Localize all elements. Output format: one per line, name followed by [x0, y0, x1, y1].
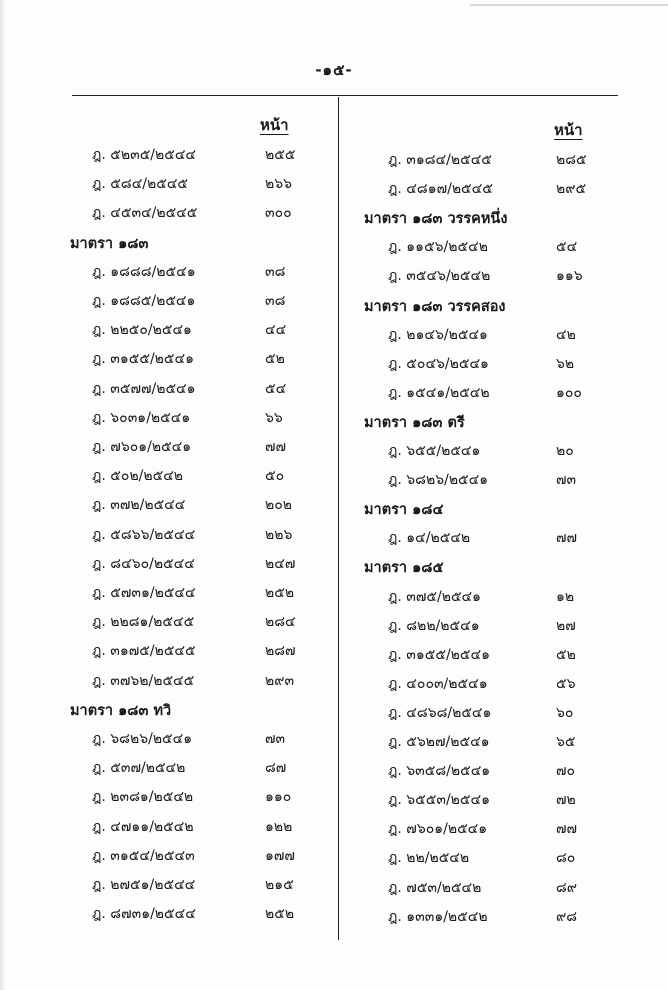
case-number: ฎ. ๓๑๘๔/๒๕๔๕ — [388, 152, 492, 168]
case-number: ฎ. ๖๕๕๓/๒๕๔๑ — [388, 792, 490, 809]
case-number: ฎ. ๕๓๗/๒๕๔๒ — [92, 760, 186, 777]
section-title: มาตรา ๑๘๓ วรรคหนึ่ง — [364, 211, 508, 228]
index-entry — [0, 319, 336, 341]
page-ref: ๒๑๕ — [265, 877, 294, 893]
page-ref: ๗๓ — [265, 731, 286, 747]
index-entry — [0, 553, 336, 575]
index-entry — [0, 845, 336, 867]
case-number: ฎ. ๑๑๕๖/๒๕๔๒ — [388, 239, 488, 256]
page-ref: ๑๒๒ — [265, 818, 293, 835]
case-number: ฎ. ๕๘๔/๒๕๔๕ — [92, 176, 189, 193]
case-number: ฎ. ๓๑๕๕/๒๕๔๑ — [388, 646, 490, 663]
case-number: ฎ. ๓๗๒/๒๕๔๔ — [92, 497, 186, 514]
case-number: ฎ. ๓๑๕๔/๒๕๔๓ — [92, 847, 195, 864]
page-ref: ๗๐ — [556, 763, 576, 780]
index-entry — [0, 728, 336, 750]
index-entry — [0, 465, 336, 487]
case-number: ฎ. ๒๑๔๖/๒๕๔๑ — [388, 326, 488, 343]
page-ref: ๗๗ — [556, 530, 578, 547]
case-number: ฎ. ๕๒๓๕/๒๕๔๔ — [92, 147, 197, 163]
index-entry — [0, 874, 336, 896]
section-heading — [0, 232, 336, 254]
case-number: ฎ. ๓๕๔๖/๒๕๔๒ — [388, 268, 491, 285]
section-title: มาตรา ๑๘๕ — [364, 560, 444, 577]
index-entry — [0, 144, 336, 166]
page-ref: ๘๙ — [556, 879, 578, 896]
case-number: ฎ. ๗๖๐๑/๒๕๔๑ — [92, 439, 192, 455]
page-ref: ๒๙๓ — [265, 672, 295, 689]
section-heading — [340, 295, 668, 317]
index-entry — [340, 731, 668, 753]
page-ref: ๔๔ — [265, 322, 287, 339]
page-ref: ๑๒ — [556, 588, 575, 605]
page-ref: ๒๘๗ — [265, 643, 296, 660]
page-ref: ๒๕๒ — [265, 585, 295, 601]
index-entry — [0, 202, 336, 224]
index-entry — [0, 173, 336, 195]
page-ref: ๒๐๒ — [265, 497, 293, 514]
index-entry — [0, 524, 336, 546]
index-entry — [340, 324, 668, 346]
case-number: ฎ. ๖๘๒๖/๒๕๔๑ — [92, 731, 193, 747]
case-number: ฎ. ๓๕๗๗/๒๕๔๑ — [92, 380, 196, 397]
case-number: ฎ. ๖๓๕๘/๒๕๔๑ — [388, 763, 491, 780]
case-number: ฎ. ๖๘๒๖/๒๕๔๑ — [388, 472, 489, 489]
index-entry — [340, 469, 668, 491]
case-number: ฎ. ๖๕๕/๒๕๔๑ — [388, 443, 481, 459]
case-number: ฎ. ๒๒๕๐/๒๕๔๑ — [92, 322, 192, 339]
case-number: ฎ. ๕๖๒๗/๒๕๔๑ — [388, 734, 490, 750]
section-title: มาตรา ๑๘๓ วรรคสอง — [364, 298, 506, 315]
page-ref: ๗๒ — [556, 792, 576, 809]
index-entry — [0, 494, 336, 516]
index-entry — [0, 290, 336, 312]
page-ref: ๒๘๔ — [265, 614, 296, 631]
page-number: -๑๕- — [315, 61, 353, 79]
section-heading — [0, 699, 336, 721]
index-entry — [0, 582, 336, 604]
case-number: ฎ. ๔๘๖๘/๒๕๔๑ — [388, 704, 492, 721]
index-entry — [340, 644, 668, 666]
index-entry — [340, 527, 668, 549]
page-ref: ๗๓ — [556, 472, 577, 489]
page-ref: ๖๒ — [556, 355, 575, 372]
case-number: ฎ. ๓๑๕๕/๒๕๔๑ — [92, 351, 194, 368]
page-ref: ๒๒๖ — [265, 526, 293, 543]
section-title: มาตรา ๑๘๓ ทวิ — [70, 702, 172, 719]
index-entry — [340, 440, 668, 462]
section-heading — [340, 411, 668, 433]
case-number: ฎ. ๓๑๗๕/๒๕๔๕ — [92, 643, 196, 660]
index-entry — [0, 786, 336, 808]
page-ref: ๑๑๖ — [556, 268, 583, 285]
page-ref: ๑๗๗ — [265, 847, 295, 864]
case-number: ฎ. ๑๕๔๑/๒๕๔๒ — [388, 384, 490, 401]
case-number: ฎ. ๒๗๕๑/๒๕๔๔ — [92, 877, 196, 893]
page-ref: ๓๐๐ — [265, 205, 292, 222]
index-entry — [0, 816, 336, 838]
index-entry — [0, 903, 336, 925]
case-number: ฎ. ๗๕๓/๒๕๔๒ — [388, 879, 482, 896]
page-ref: ๔๒ — [556, 326, 576, 343]
case-number: ฎ. ๘๒๒/๒๕๔๑ — [388, 617, 480, 634]
scan-shadow-top — [470, 4, 668, 6]
page-ref: ๗๗ — [265, 439, 287, 455]
index-entry — [340, 615, 668, 637]
index-entry — [0, 348, 336, 370]
section-title: มาตรา ๑๘๔ — [364, 502, 444, 519]
case-number: ฎ. ๖๐๓๑/๒๕๔๑ — [92, 409, 191, 426]
case-number: ฎ. ๒๒/๒๕๔๒ — [388, 850, 470, 867]
page-ref: ๕๔ — [265, 380, 287, 397]
page-ref: ๒๔๗ — [265, 555, 296, 572]
section-heading — [340, 556, 668, 578]
case-number: ฎ. ๓๗๕/๒๕๔๑ — [388, 588, 482, 605]
page-ref: ๕๒ — [556, 646, 576, 663]
case-number: ฎ. ๔๗๑๑/๒๕๔๒ — [92, 818, 194, 835]
page-ref: ๗๗ — [556, 821, 578, 838]
index-entry — [0, 407, 336, 429]
right-page-header: หน้า — [554, 121, 583, 139]
case-number: ฎ. ๕๐๔๖/๒๕๔๑ — [388, 355, 489, 372]
page-ref: ๖๕ — [556, 734, 576, 750]
index-entry — [0, 436, 336, 458]
page-ref: ๒๖๖ — [265, 176, 293, 193]
header-rule — [72, 95, 618, 96]
left-page-header: หน้า — [260, 116, 289, 134]
page-ref: ๒๕๕ — [265, 147, 296, 163]
page-ref: ๕๖ — [556, 675, 576, 692]
page-ref: ๒๙๕ — [556, 181, 587, 198]
section-title: มาตรา ๑๘๓ ตรี — [364, 414, 465, 431]
index-entry — [0, 757, 336, 779]
index-entry — [340, 906, 668, 928]
index-entry — [340, 702, 668, 724]
index-entry — [0, 670, 336, 692]
column-divider — [338, 97, 339, 940]
index-entry — [340, 353, 668, 375]
case-number: ฎ. ๕๘๖๖/๒๕๔๔ — [92, 526, 196, 543]
page-ref: ๘๗ — [265, 760, 287, 777]
page-ref: ๒๐ — [556, 443, 574, 459]
index-entry — [340, 847, 668, 869]
index-entry — [340, 818, 668, 840]
index-entry — [340, 586, 668, 608]
case-number: ฎ. ๑๘๘๕/๒๕๔๑ — [92, 293, 196, 309]
index-entry — [340, 178, 668, 200]
case-number: ฎ. ๔๐๐๓/๒๕๔๑ — [388, 675, 488, 692]
case-number: ฎ. ๑๘๘๘/๒๕๔๑ — [92, 263, 196, 280]
section-title: มาตรา ๑๘๓ — [70, 235, 149, 252]
case-number: ฎ. ๒๒๘๑/๒๕๔๕ — [92, 614, 195, 631]
case-number: ฎ. ๑๓๓๑/๒๕๔๒ — [388, 908, 488, 925]
case-number: ฎ. ๔๘๑๗/๒๕๔๕ — [388, 181, 493, 198]
index-entry — [340, 673, 668, 695]
index-entry — [0, 261, 336, 283]
case-number: ฎ. ๘๔๖๐/๒๕๔๔ — [92, 555, 195, 572]
page-ref: ๒๘๕ — [556, 152, 587, 168]
page-ref: ๓๘ — [265, 293, 286, 309]
page-ref: ๓๘ — [265, 263, 286, 280]
index-entry — [340, 236, 668, 258]
page-ref: ๘๐ — [556, 850, 576, 867]
case-number: ฎ. ๔๕๓๔/๒๕๔๕ — [92, 205, 198, 222]
case-number: ฎ. ๓๗๖๒/๒๕๔๕ — [92, 672, 195, 689]
page-ref: ๕๔ — [556, 239, 578, 256]
page-ref: ๒๗ — [556, 617, 576, 634]
index-entry — [340, 265, 668, 287]
section-heading — [340, 498, 668, 520]
index-entry — [0, 378, 336, 400]
case-number: ฎ. ๘๗๓๑/๒๕๔๔ — [92, 906, 196, 923]
page-ref: ๕๐ — [265, 468, 285, 485]
page-ref: ๖๐ — [556, 704, 574, 721]
page-ref: ๑๑๐ — [265, 789, 292, 806]
index-entry — [340, 382, 668, 404]
index-entry — [340, 149, 668, 171]
page-ref: ๖๖ — [265, 409, 283, 426]
index-entry — [340, 789, 668, 811]
case-number: ฎ. ๑๔/๒๕๔๒ — [388, 530, 471, 547]
index-entry — [0, 640, 336, 662]
index-entry — [0, 611, 336, 633]
section-heading — [340, 207, 668, 229]
page-ref: ๒๕๒ — [265, 906, 295, 923]
case-number: ฎ. ๕๗๓๑/๒๕๔๔ — [92, 585, 196, 601]
page-ref: ๙๘ — [556, 908, 578, 925]
case-number: ฎ. ๕๐๒/๒๕๔๒ — [92, 468, 184, 485]
case-number: ฎ. ๒๓๘๑/๒๕๔๒ — [92, 789, 194, 806]
page-ref: ๕๒ — [265, 351, 285, 368]
index-entry — [340, 877, 668, 899]
case-number: ฎ. ๗๖๐๑/๒๕๔๑ — [388, 821, 488, 838]
index-entry — [340, 760, 668, 782]
page-ref: ๑๐๐ — [556, 384, 582, 401]
